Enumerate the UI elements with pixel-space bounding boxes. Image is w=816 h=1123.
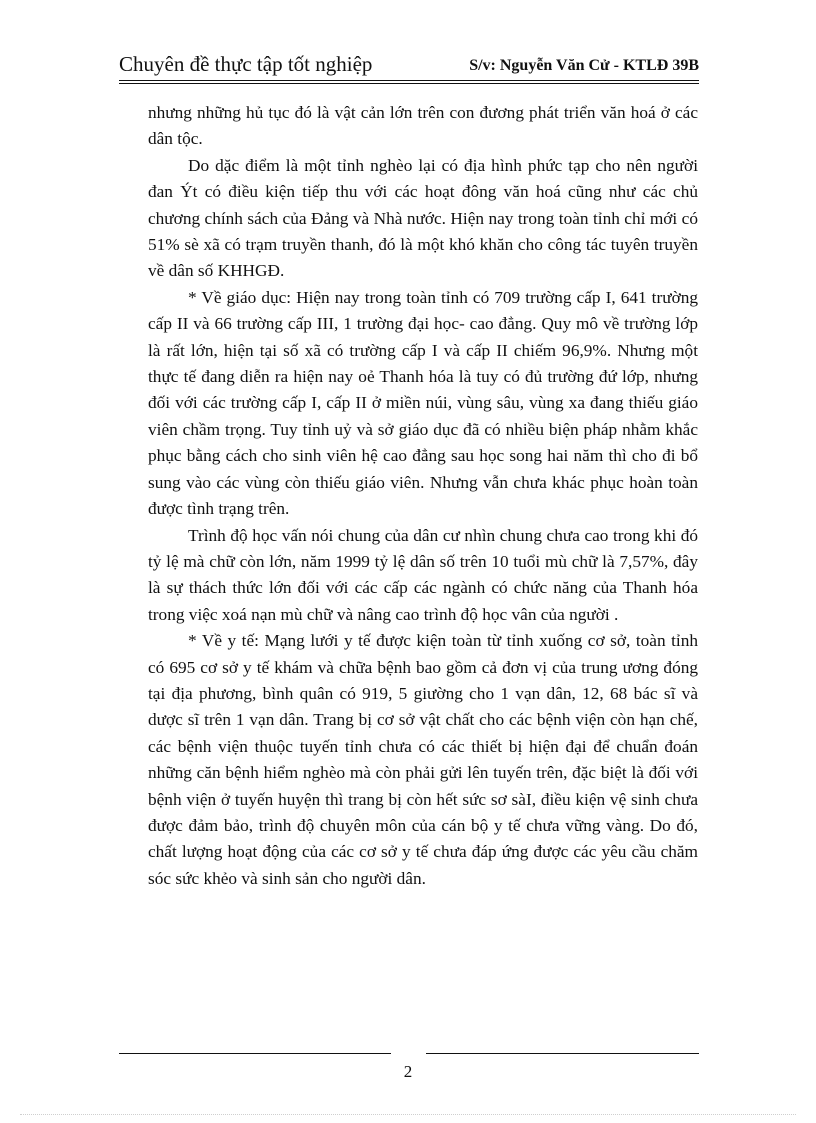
paragraph-culture: Do dặc điểm là một tỉnh nghèo lại có địa hình phức tạp cho nên người đan Ýt có điều kiện tiếp thu với các hoạt đông văn hoá cũng như các chủ chương chính sách của Đảng và Nhà nước. Hiện nay trong toàn tỉnh chỉ mới có 51% sè xã có trạm truyền thanh, đó là một khó khăn cho công tác tuyên truyền về dân số KHHGĐ. (148, 155, 698, 281)
footer-rule-left (119, 1053, 391, 1054)
page-header (119, 52, 699, 84)
paragraph-health: * Về y tế: Mạng lưới y tế được kiện toàn từ tỉnh xuống cơ sở, toàn tỉnh có 695 cơ sở y tế khám và chữa bệnh bao gồm cả đơn vị của trung ương đóng tại địa phương, bình quân có 919, 5 giường cho 1 vạn dân, 12, 68 bác sĩ và dược sĩ trên 1 vạn dân. Trang bị cơ sở vật chất cho các bệnh viện còn hạn chế, các bệnh viện thuộc tuyến tỉnh chưa có các thiết bị hiện đại để chuẩn đoán những căn bệnh hiểm nghèo mà còn phải gửi lên tuyến trên, đặc biệt là đối với bệnh viện ở tuyến huyện thì trang bị còn hết sức sơ sàI, điều kiện vệ sinh chưa được đảm bảo, trình độ chuyên môn của cán bộ y tế chưa vững vàng. Do đó, chất lượng hoạt động của các cơ sở y tế chưa đáp ứng được các yêu cầu chăm sóc sức khẻo và sinh sản cho người dân. (148, 631, 698, 888)
header-rule (119, 80, 699, 84)
body-text (148, 100, 698, 892)
paragraph-education: * Về giáo dục: Hiện nay trong toàn tỉnh có 709 trường cấp I, 641 trường cấp II và 66 trường cấp III, 1 trường đại học- cao đẳng. Quy mô về trường lớp là rất lớn, hiện tại số xã có trường cấp I và cấp II chiếm 96,9%. Nhưng một thực tế đang diễn ra hiện nay oẻ Thanh hóa là tuy có đủ trường đứ lớp, nhưng đối với các trường cấp I, cấp II ở miền núi, vùng sâu, vùng xa đang thiếu giáo viên chầm trọng. Tuy tỉnh uỷ và sở giáo dục đã có nhiều biện pháp nhằm khắc phục bằng cách cho sinh viên hệ cao đẳng sau học song hai năm thì cho đi bổ sung vào các vùng còn thiếu giáo viên. Nhưng vẫn chưa khác phục hoàn toàn được tình trạng trên. (148, 287, 698, 519)
document-title: Chuyên đề thực tập tốt nghiệp (119, 52, 373, 76)
page-bottom-edge (20, 1114, 796, 1115)
page-number: 2 (403, 1062, 413, 1081)
paragraph-continuation: nhưng những hủ tục đó là vật cản lớn trên con đương phát triển văn hoá ở các dân tộc. (148, 103, 698, 149)
footer-rule-right (426, 1053, 699, 1054)
paragraph-literacy: Trình độ học vấn nói chung của dân cư nhìn chung chưa cao trong khi đó tỷ lệ mà chữ còn lớn, năm 1999 tỷ lệ dân số trên 10 tuổi mù chữ là 7,57%, đây là sự thách thức lớn đối với các cấp các ngành có chức năng của Thanh hóa trong việc xoá nạn mù chữ và nâng cao trình độ học vân của người . (148, 525, 698, 624)
author-info: S/v: Nguyễn Văn Cử - KTLĐ 39B (469, 57, 699, 74)
